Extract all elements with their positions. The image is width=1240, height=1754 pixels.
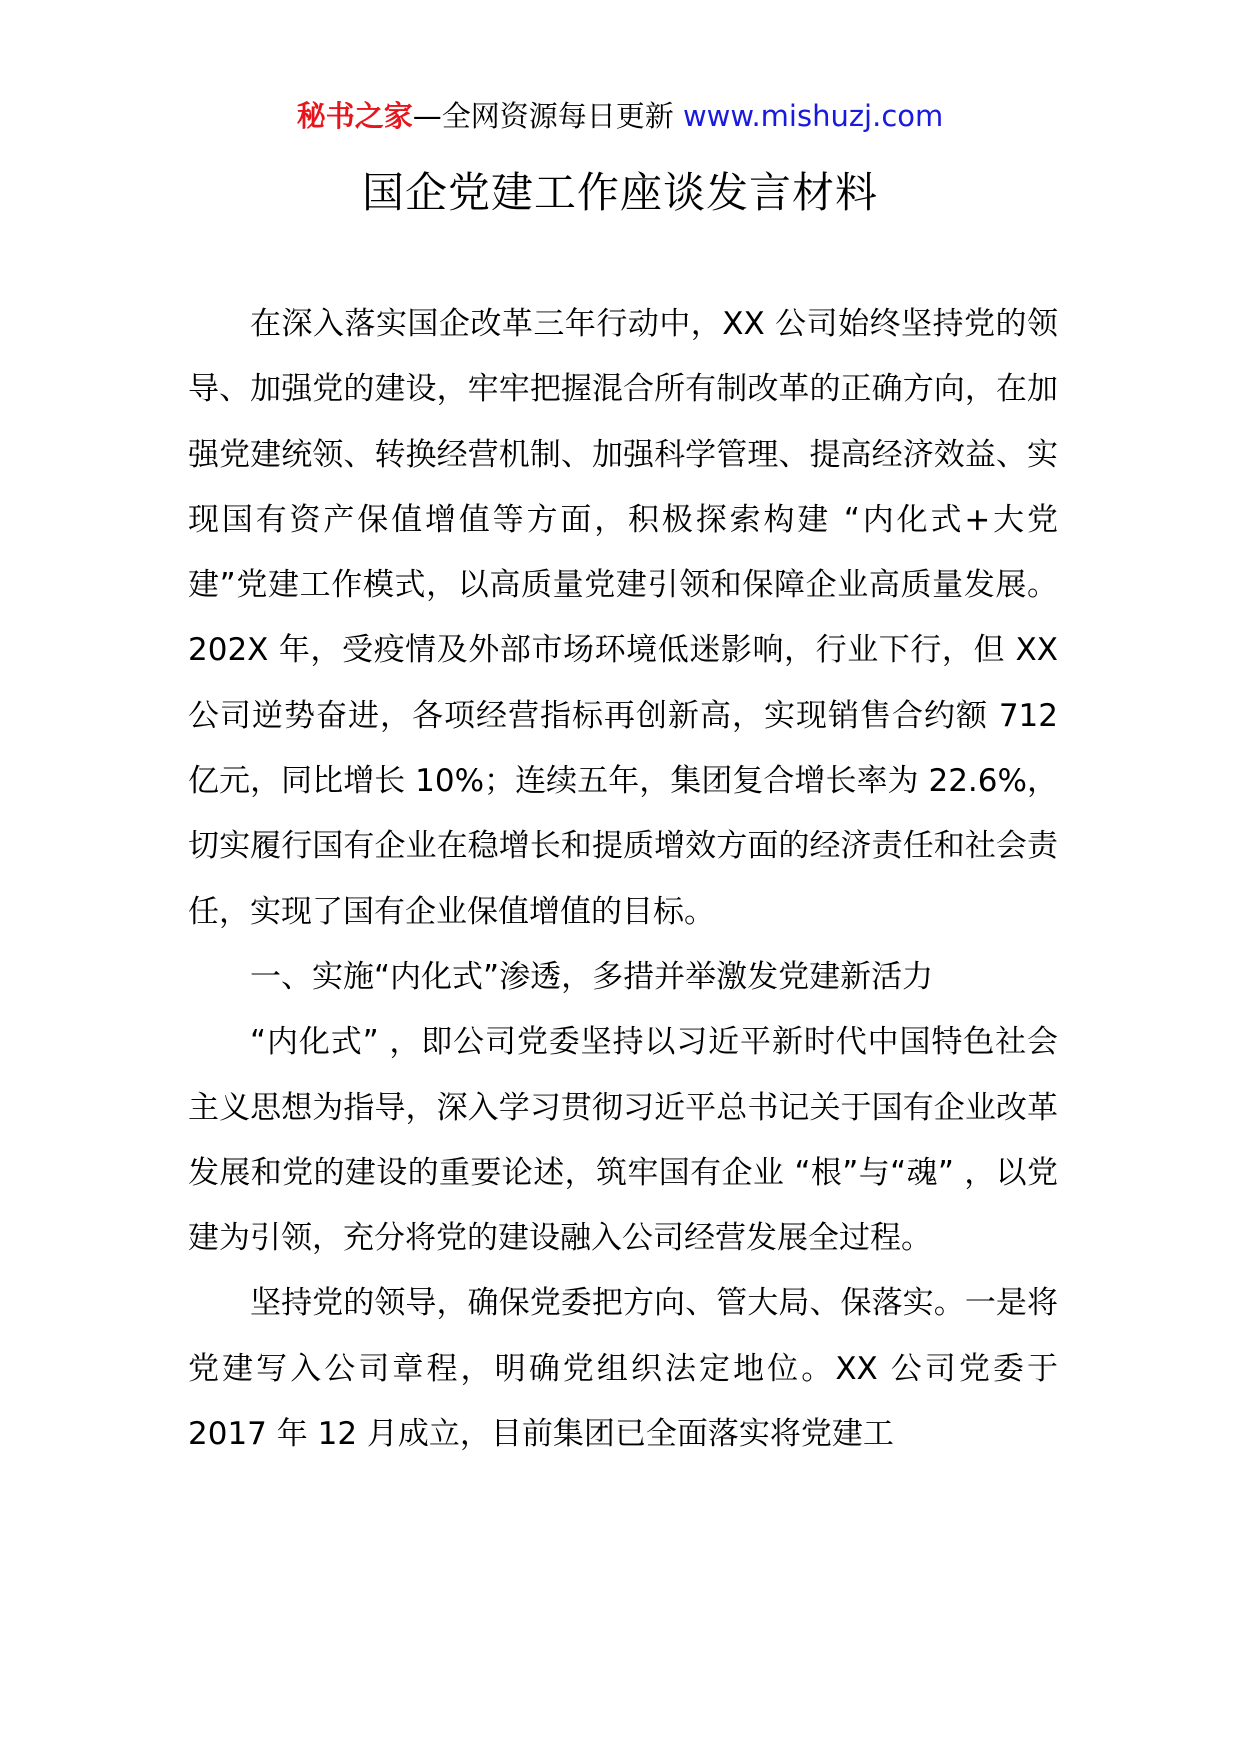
document-body	[188, 292, 1058, 1467]
section-heading-1: 一、实施“内化式”渗透，多措并举激发党建新活力	[250, 958, 934, 995]
document-title: 国企党建工作座谈发言材料	[361, 168, 878, 217]
site-banner	[0, 96, 1240, 136]
paragraph-party-leadership: 坚持党的领导，确保党委把方向、管大局、保落实。一是将党建写入公司章程，明确党组织法定地位。XX 公司党委于 2017 年 12 月成立，目前集团已全面落实将党建工	[188, 1285, 1058, 1453]
paragraph-internalization: “内化式” ，即公司党委坚持以习近平新时代中国特色社会主义思想为指导，深入学习贯彻习近平总书记关于国有企业改革发展和党的建设的重要论述，筑牢国有企业 “根”与“魂” ，以党建为引领，充分将党的建设融入公司经营发展全过程。	[188, 1024, 1058, 1257]
site-brand: 秘书之家	[296, 99, 413, 133]
paragraph-intro: 在深入落实国企改革三年行动中，XX 公司始终坚持党的领导、加强党的建设，牢牢把握混合所有制改革的正确方向，在加强党建统领、转换经营机制、加强科学管理、提高经济效益、实现国有资产保值增值等方面，积极探索构建 “内化式+大党建”党建工作模式，以高质量党建引领和保障企业高质量发展。202X 年，受疫情及外部市场环境低迷影响，行业下行，但 XX 公司逆势奋进，各项经营指标再创新高，实现销售合约额 712 亿元，同比增长 10%；连续五年，集团复合增长率为 22.6%，切实履行国有企业在稳增长和提质增效方面的经济责任和社会责任，实现了国有企业保值增值的目标。	[188, 306, 1058, 930]
site-tagline: —全网资源每日更新	[412, 99, 683, 133]
site-url-link[interactable]: www.mishuzj.com	[682, 99, 944, 133]
